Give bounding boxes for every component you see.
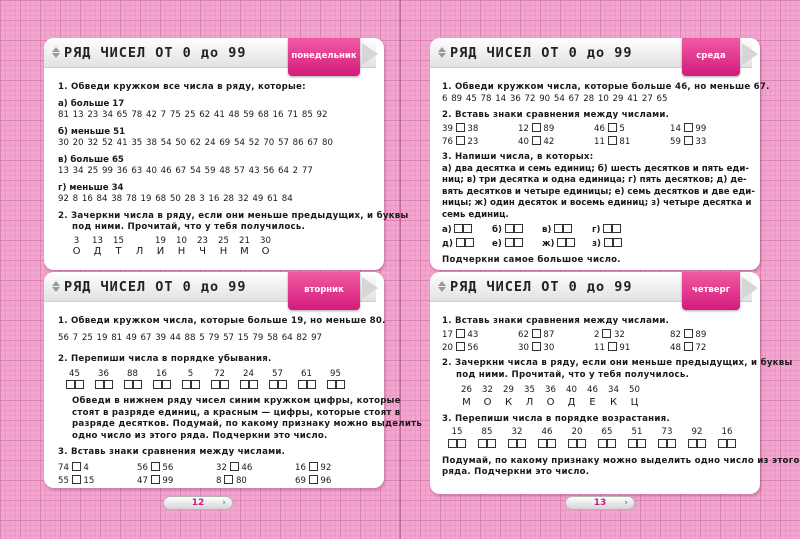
- task-1-title: 1. Вставь знаки сравнения между числами.: [442, 316, 670, 326]
- pencil-tip-icon: [742, 43, 758, 65]
- card-monday: [44, 38, 409, 270]
- page-title: РЯД ЧИСЕЛ ОТ 0 до 99: [450, 279, 633, 295]
- task-1-title: 1. Обведи кружком числа, которые больше 19, но меньше 80.: [58, 316, 386, 326]
- task-3-line-3: вять десятков и четыре единицы; е) семь десятков и две еди-: [442, 186, 755, 197]
- task-2-title: 2. Вставь знаки сравнения между числами.: [442, 110, 670, 120]
- task-1g-label: г) меньше 34: [58, 182, 124, 193]
- task-1a-label: а) больше 17: [58, 98, 125, 109]
- page-title: РЯД ЧИСЕЛ ОТ 0 до 99: [64, 45, 247, 61]
- task-3-line-1: а) два десятка и семь единиц; б) шесть десятков и пять еди-: [442, 163, 749, 174]
- task-3-title: 3. Напиши числа, в которых:: [442, 152, 594, 163]
- task-2-title: 2. Зачеркни числа в ряду, если они меньше предыдущих, и буквы: [58, 210, 409, 221]
- task-3-line-2: ниц; в) три десятка и одна единица; г) пять десятков; д) де-: [442, 175, 747, 186]
- note-line-1: Подумай, по какому признаку можно выделить одно число из этого: [442, 455, 800, 466]
- day-tab-monday: понедельник: [288, 38, 360, 76]
- note-line-2: стоят в разряде единиц, а красным — цифры, которые стоят в: [72, 407, 401, 418]
- task-1-title: 1. Обведи кружком числа, которые больше 46, но меньше 67.: [442, 82, 770, 92]
- page-title: РЯД ЧИСЕЛ ОТ 0 до 99: [450, 45, 633, 61]
- sequence-numbers: 3 13 15 19 10 23 25 21 30: [73, 235, 271, 246]
- chevron-right-icon: ›: [624, 498, 628, 508]
- task-1-numbers: 6 89 45 78 14 36 72 90 54 67 28 10 29 41 27 65: [442, 93, 668, 104]
- task-3-line-5: семь единиц.: [442, 209, 509, 220]
- day-tab-tuesday: вторник: [288, 272, 360, 310]
- sort-arrows-icon: [52, 281, 62, 292]
- note-line-3: разряде десятков. Подумай, по какому признаку можно выделить: [72, 419, 423, 430]
- page-number-left[interactable]: 12 ›: [163, 496, 233, 510]
- card-wednesday: [430, 38, 770, 270]
- page-title: РЯД ЧИСЕЛ ОТ 0 до 99: [64, 279, 247, 295]
- task-3-title: 3. Перепиши числа в порядке возрастания.: [442, 414, 670, 425]
- task-2-title: 2. Зачеркни числа в ряду, если они меньше предыдущих, и буквы: [442, 358, 793, 369]
- task-3-line-4: ницы; ж) один десяток и восемь единиц; з) четыре десятка и: [442, 198, 752, 209]
- sort-arrows-icon: [438, 47, 448, 58]
- task-1a-numbers: 81 13 23 34 65 78 42 7 75 25 62 41 48 59 68 16 71 85 92: [58, 110, 328, 120]
- answer-boxes[interactable]: [60, 380, 374, 391]
- card-tuesday: [44, 272, 423, 488]
- answer-boxes[interactable]: а) б) в) г) д) е) ж) з): [442, 224, 750, 250]
- task-3-instruction: Подчеркни самое большое число.: [442, 254, 621, 265]
- task-2-title: 2. Перепиши числа в порядке убывания.: [58, 354, 272, 364]
- task-1b-label: б) меньше 51: [58, 126, 126, 137]
- pencil-tip-icon: [362, 43, 378, 65]
- sequence-numbers-2: 15 85 32 46 20 65 51 73 92 16: [451, 426, 733, 437]
- sort-arrows-icon: [438, 281, 448, 292]
- task-1v-numbers: 13 34 25 99 36 63 40 46 67 54 59 48 57 43 56 64 2 77: [58, 166, 313, 176]
- day-tab-thursday: четверг: [682, 272, 740, 310]
- comparison-grid[interactable]: 17 43 62 87 2 32 82 89 20 56 30 30 11 91 48 72: [442, 329, 707, 353]
- task-2-subtitle: под ними. Прочитай, что у тебя получилось.: [456, 369, 690, 380]
- note-line-2: ряда. Подчеркни это число.: [442, 467, 590, 478]
- task-1-numbers: 56 7 25 19 81 49 67 39 44 88 5 79 57 15 79 58 64 82 97: [58, 332, 323, 343]
- task-2-subtitle: под ними. Прочитай, что у тебя получилось.: [72, 222, 306, 232]
- task-3-title: 3. Вставь знаки сравнения между числами.: [58, 447, 286, 458]
- task-1g-numbers: 92 8 16 84 38 78 19 68 50 28 3 16 28 32 49 61 84: [58, 194, 293, 204]
- note-line-4: одно число из этого ряда. Подчеркни это число.: [72, 430, 328, 441]
- task-1v-label: в) больше 65: [58, 154, 124, 165]
- sort-arrows-icon: [52, 47, 62, 58]
- comparison-grid[interactable]: 39 38 12 89 46 5 14 99 76 23 40 42 11 81 59 33: [442, 123, 707, 147]
- sequence-numbers: 26 32 29 35 36 40 46 34 50: [461, 385, 640, 396]
- chevron-right-icon: ›: [222, 498, 226, 508]
- note-line-1: Обведи в нижнем ряду чисел синим кружком цифры, которые: [72, 396, 401, 407]
- pencil-tip-icon: [362, 277, 378, 299]
- task-1-title: 1. Обведи кружком все числа в ряду, которые:: [58, 82, 306, 92]
- comparison-grid[interactable]: 74 4 56 56 32 46 16 92 55 15 47 99 8 80 69 96: [58, 462, 332, 486]
- page-number-right[interactable]: 13 ›: [565, 496, 635, 510]
- sequence-letters: О Д Т Л И Н Ч Н М О: [72, 245, 270, 257]
- answer-boxes[interactable]: [442, 439, 750, 450]
- sequence-letters: М О К Л О Д Е К Ц: [462, 397, 639, 409]
- day-tab-wednesday: среда: [682, 38, 740, 76]
- pencil-tip-icon: [742, 277, 758, 299]
- card-thursday: [430, 272, 800, 494]
- book-spine: [399, 0, 401, 539]
- sequence-numbers: 45 36 88 16 5 72 24 57 61 95: [69, 368, 341, 379]
- task-1b-numbers: 30 20 32 52 41 35 38 54 50 62 24 69 54 52 70 57 86 67 80: [58, 138, 333, 148]
